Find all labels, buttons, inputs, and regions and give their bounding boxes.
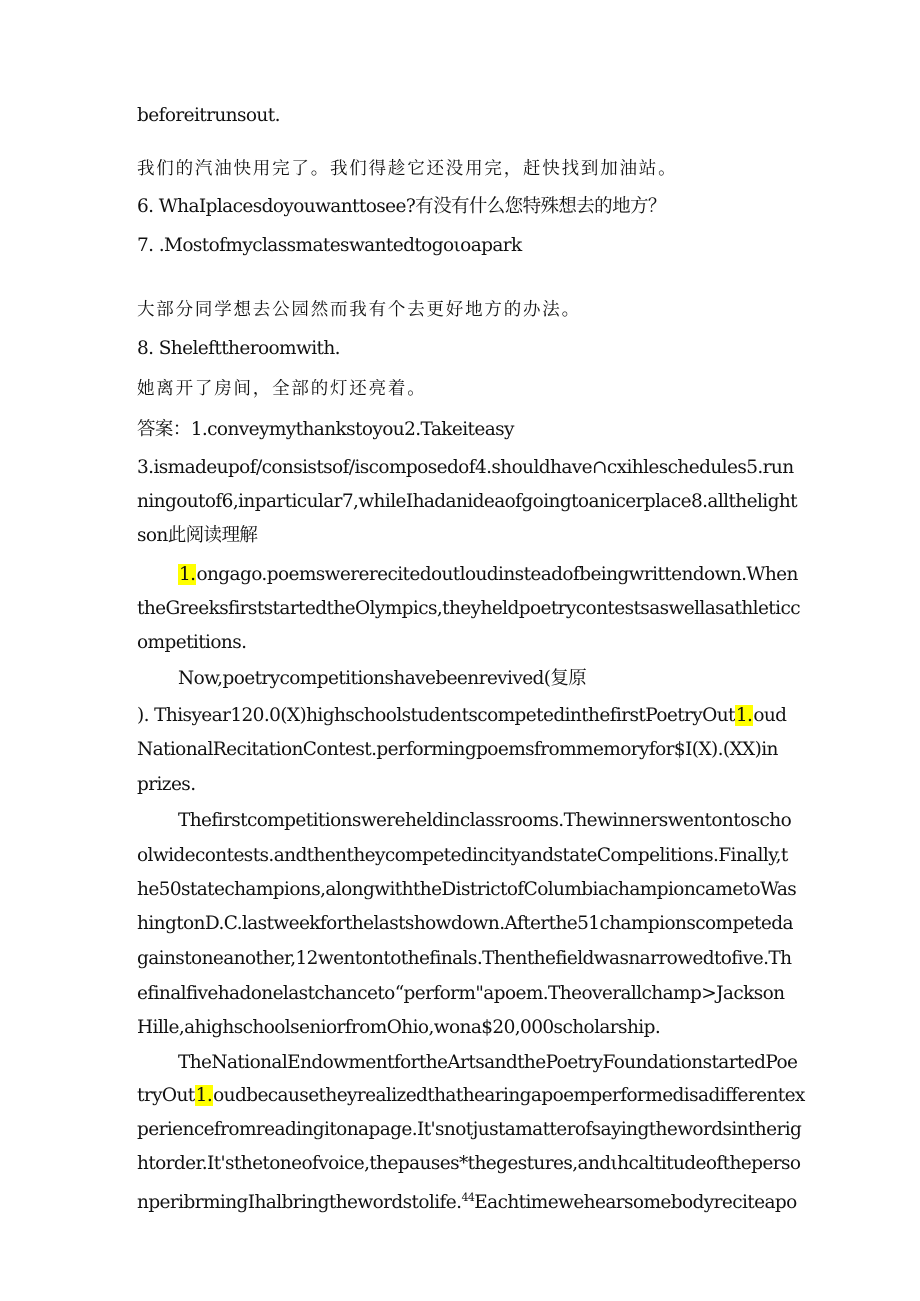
paragraph-line: olwidecontests.andthentheycompetedincityandstateCompelitions.Finally,t bbox=[137, 845, 788, 866]
answer-key-line: 3.ismadeupof/consistsof/iscomposedof4.shouldhave∩cxihleschedules5.run bbox=[137, 457, 794, 478]
paragraph-line: Hille,ahighschoolseniorfromOhio,wona$20,000scholarship. bbox=[137, 1017, 661, 1038]
highlighted-text: 1. bbox=[195, 1085, 213, 1106]
chinese-translation-line: 我们的汽油快用完了。我们得趁它还没用完，赶快找到加油站。 bbox=[137, 159, 678, 179]
text-span: ongago.poemswererecitedoutloudinsteadofbeingwrittendown.When bbox=[196, 564, 798, 585]
answer-key-line: son此阅读理解 bbox=[137, 525, 258, 546]
exercise-item-7: 7. .Mostofmyclassmateswantedtogoιoapark bbox=[137, 235, 522, 256]
highlighted-text: 1. bbox=[179, 564, 196, 585]
exercise-item-6: 6. WhaIplacesdoyouwanttosee?有没有什么您特殊想去的地方？ bbox=[137, 196, 666, 217]
exercise-item-8: 8. Shelefttheroomwith. bbox=[137, 338, 340, 359]
paragraph-line: gainstoneanother,12wentontothefinals.Thenthefieldwasnarrowedtofive.Th bbox=[137, 948, 792, 969]
answer-key-line: ningoutof6,inparticular7,whileIhadanideaofgoingtoanicerplace8.allthelight bbox=[137, 491, 797, 512]
paragraph-line: NationalRecitationContest.performingpoemsfrommemoryfor$I(X).(XX)in bbox=[137, 739, 778, 760]
chinese-translation-line: 她离开了房间，全部的灯还亮着。 bbox=[137, 379, 427, 399]
paragraph-line bbox=[178, 563, 798, 587]
answer-key-line: 答案：1.conveymythankstoyou2.Takeiteasy bbox=[137, 419, 514, 440]
paragraph-line: ompetitions. bbox=[137, 632, 247, 653]
paragraph-line: hingtonD.C.lastweekforthelastshowdown.Afterthe51championscompeteda bbox=[137, 913, 793, 934]
paragraph-line: htorder.It'sthetoneofvoice,thepauses*thegestures,andιhcaltitudeoftheperso bbox=[137, 1153, 801, 1174]
paragraph-line: theGreeksfirststartedtheOlympics,theyheldpoetrycontestsaswellasathleticc bbox=[137, 598, 800, 619]
paragraph-line: efinalfivehadonelastchanceto“perform"apoem.Theoverallchamp>Jackson bbox=[137, 983, 785, 1004]
text-line: beforeitrunsout. bbox=[137, 105, 280, 126]
paragraph-line: periencefromreadingitonapage.It'snotjustamatterofsayingthewordsintherig bbox=[137, 1119, 802, 1140]
paragraph-line: Now,poetrycompetitionshavebeenrevived(复原 bbox=[178, 668, 587, 689]
paragraph-line: TheNationalEndowmentfortheArtsandthePoetryFoundationstartedPoe bbox=[178, 1052, 798, 1073]
paragraph-line: he50statechampions,alongwiththeDistrictofColumbiachampioncametoWas bbox=[137, 879, 797, 900]
paragraph-line bbox=[137, 704, 786, 728]
chinese-translation-line: 大部分同学想去公园然而我有个去更好地方的办法。 bbox=[137, 300, 581, 320]
text-span: oudbecausetheyrealizedthathearingapoemperformedisadifferentex bbox=[213, 1085, 805, 1106]
paragraph-line: Thefirstcompetitionswereheldinclassrooms.Thewinnerswentontoscho bbox=[178, 810, 792, 831]
text-span: nperibrmingIhalbringthewordstolife. bbox=[137, 1192, 462, 1214]
paragraph-line bbox=[137, 1084, 805, 1108]
superscript-mark: 44 bbox=[461, 1191, 475, 1204]
paragraph-line: prizes. bbox=[137, 774, 196, 795]
text-span: ). Thisyear120.0(X)highschoolstudentscompetedinthefirstPoetryOut bbox=[137, 705, 735, 726]
highlighted-text: 1. bbox=[735, 705, 753, 726]
text-span: Eachtimewehearsomebodyreciteapo bbox=[474, 1192, 797, 1214]
text-span: tryOut bbox=[137, 1085, 195, 1106]
paragraph-line bbox=[137, 1186, 797, 1215]
text-span: oud bbox=[753, 705, 787, 726]
